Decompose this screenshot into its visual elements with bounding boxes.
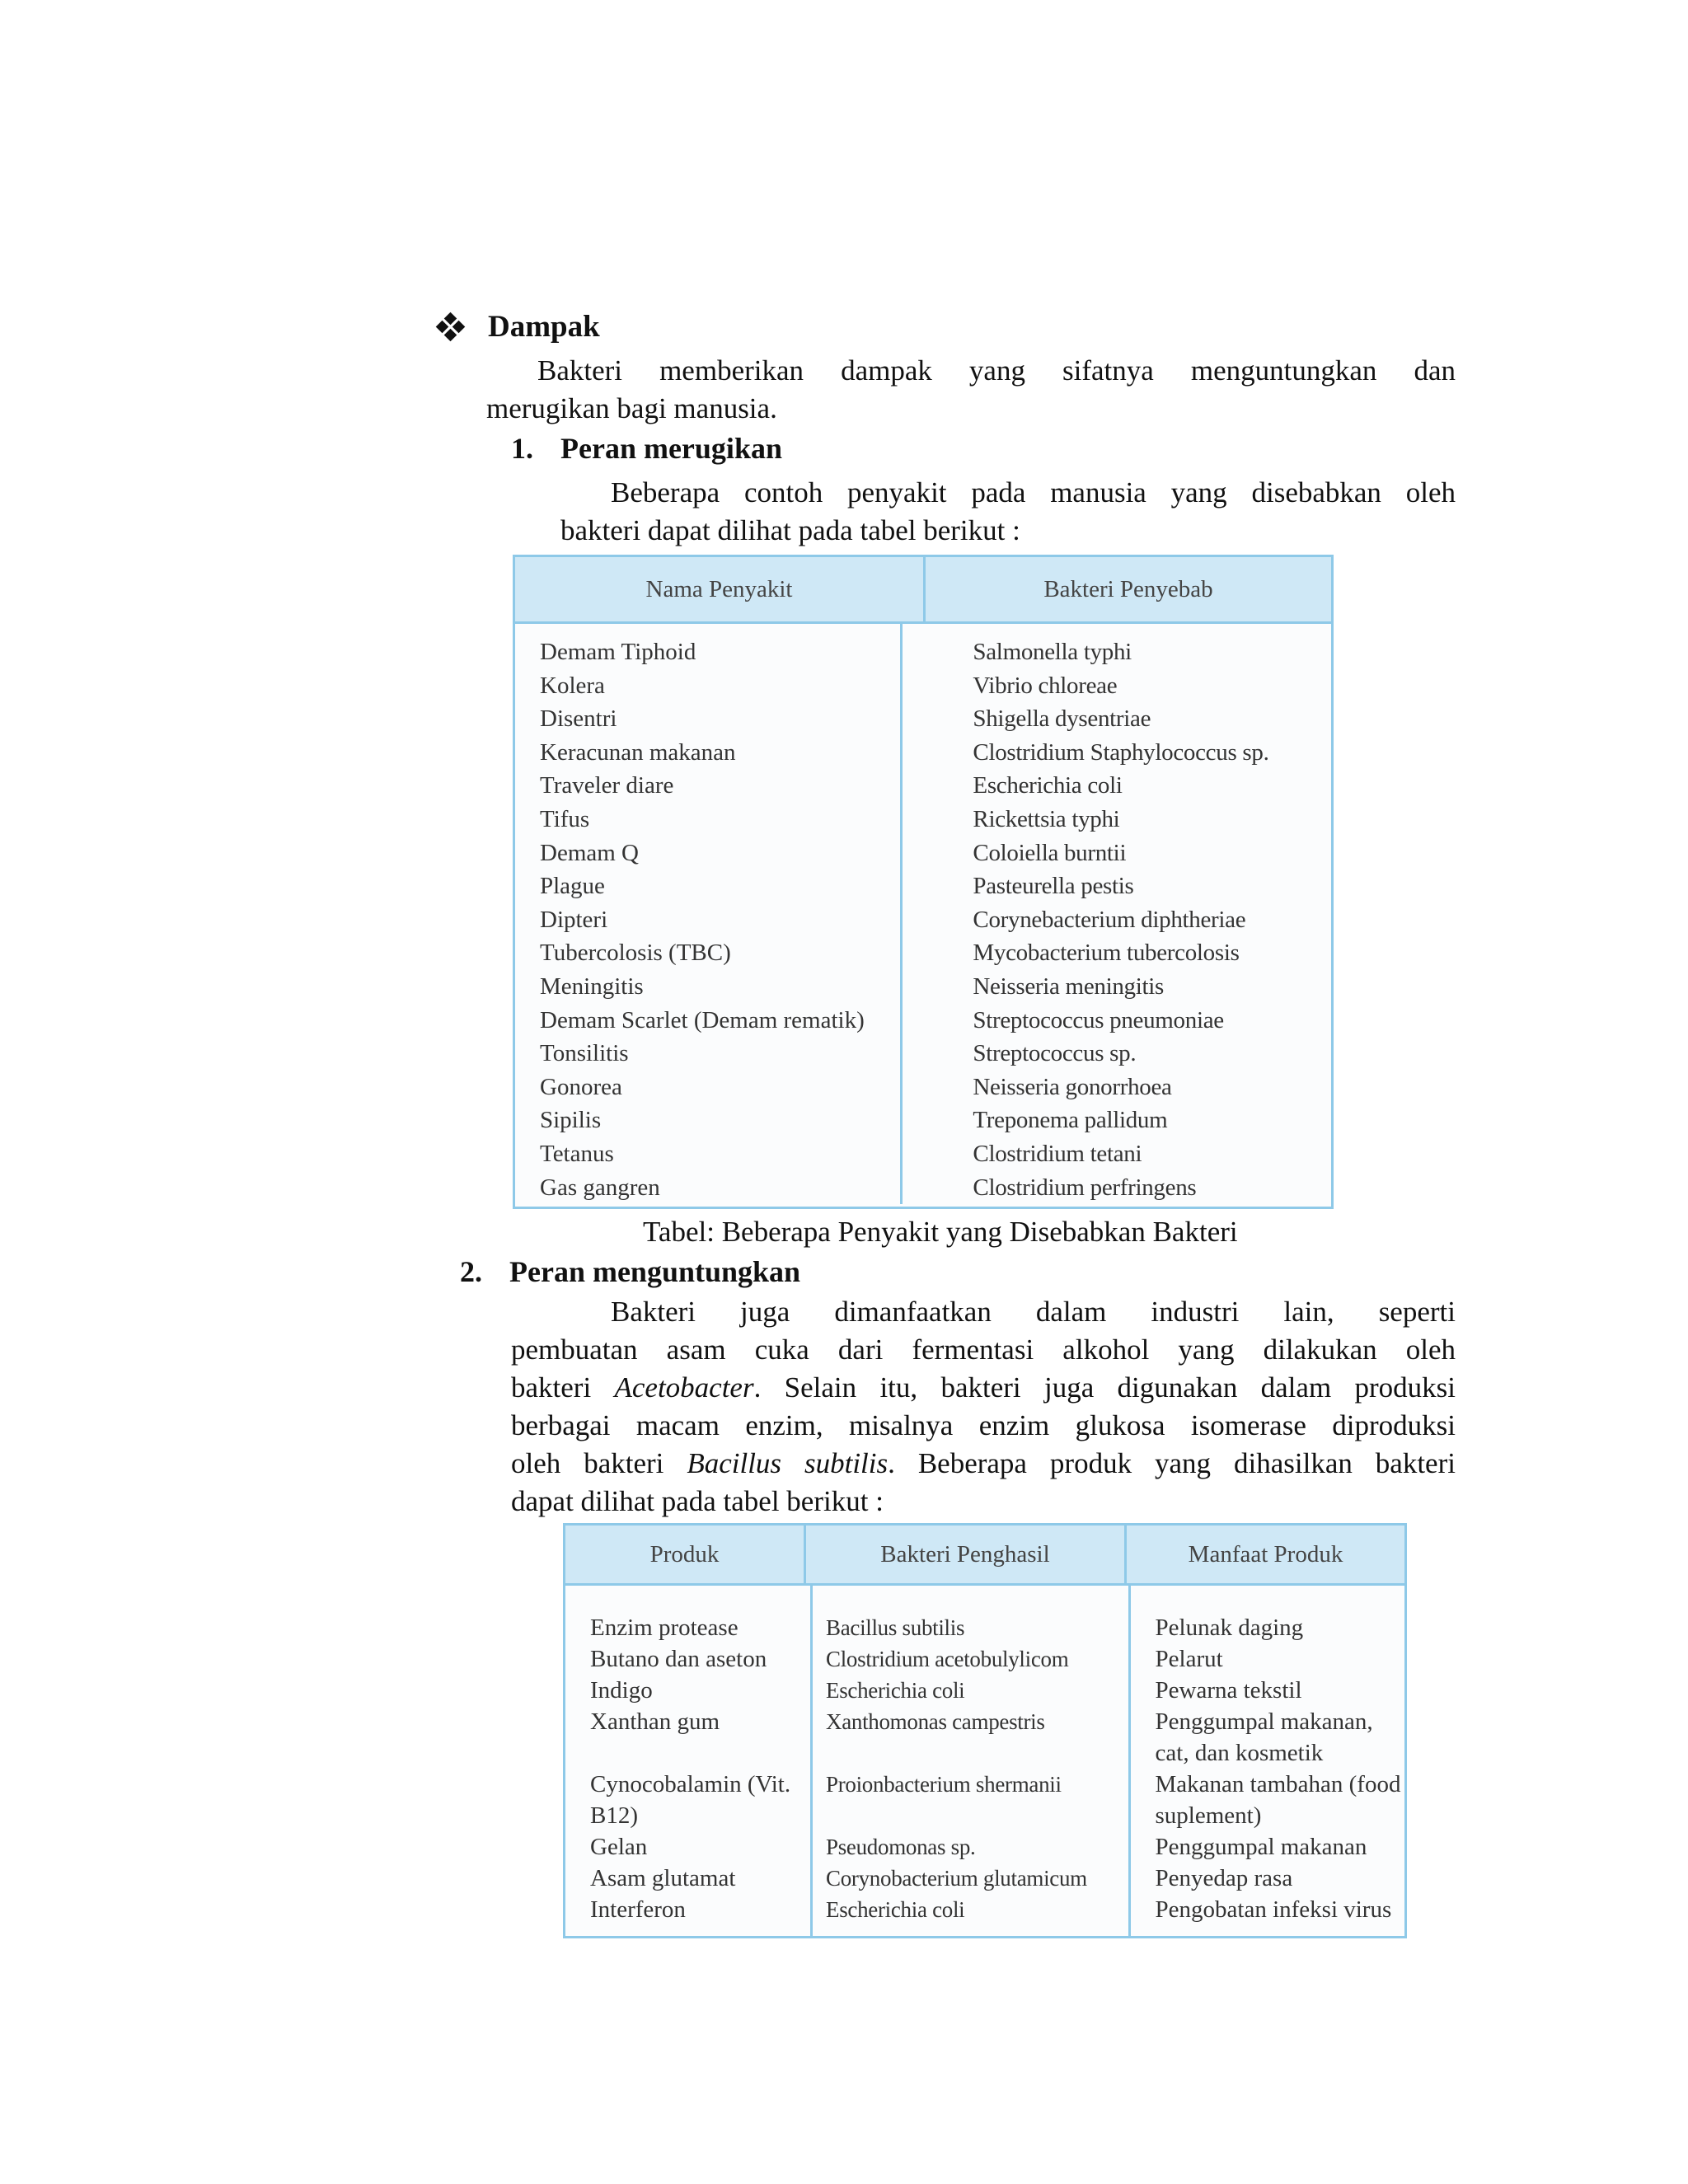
table-cell: Butano dan aseton [590,1646,767,1672]
table-cell: Tifus [540,805,590,832]
table-cell: Kolera [540,672,605,699]
table-cell: Clostridium Staphylococcus sp. [973,738,1269,766]
table-cell: Gonorea [540,1073,622,1100]
disease-name-column [515,624,903,1204]
table-cell: Disentri [540,705,617,733]
table-cell: Tetanus [540,1140,614,1167]
disease-table [513,555,1334,1209]
table-cell: Keracunan makanan [540,738,736,766]
table-cell: Demam Q [540,839,639,866]
intro-line-2: merugikan bagi manusia. [486,392,777,424]
table-cell: Penggumpal makanan [1155,1834,1367,1860]
header-manfaat-produk: Manfaat Produk [1188,1540,1343,1568]
producer-bacteria-column [813,1586,1131,1936]
text-span: . Beberapa produk yang dihasilkan bakteri [888,1447,1456,1479]
header-bakteri-penghasil: Bakteri Penghasil [806,1526,1127,1583]
table-cell: Indigo [590,1677,653,1704]
header-produk: Produk [565,1526,806,1583]
table-cell: Streptococcus sp. [973,1040,1137,1067]
table-cell: Plague [540,873,605,900]
species-name: Bacillus subtilis [687,1447,889,1479]
table-cell: Salmonella typhi [973,639,1132,665]
table-cell: Xanthan gum [590,1708,720,1735]
table-cell: Clostridium perfringens [973,1174,1197,1201]
disease-table-header [515,557,1331,624]
table-cell: Neisseria gonorrhoea [973,1073,1172,1100]
table-cell: Tonsilitis [540,1040,629,1067]
table-cell: Escherichia coli [973,772,1123,799]
table-cell: Xanthomonas campestris [826,1709,1045,1734]
part2-text-line-5 [511,1445,1456,1483]
section-title: Dampak [488,310,600,344]
product-table [563,1523,1407,1938]
bacteria-cause-column [903,624,1331,1204]
table-cell: Vibrio chloreae [973,672,1118,699]
table-cell: Gas gangren [540,1174,660,1201]
part1-heading [511,431,782,466]
part2-text-line-2: pembuatan asam cuka dari fermentasi alkohol yang dilakukan oleh [511,1333,1456,1366]
table-cell: Rickettsia typhi [973,805,1120,832]
table-cell: Makanan tambahan (food suplement) [1155,1771,1401,1829]
product-benefit-column [1131,1586,1404,1936]
table1-caption: Tabel: Beberapa Penyakit yang Disebabkan Bakteri [643,1216,1238,1248]
table-cell: Cynocobalamin (Vit. B12) [590,1771,791,1829]
section-heading [437,309,600,344]
table-cell: Bacillus subtilis [826,1615,965,1640]
table-cell: Traveler diare [540,772,674,799]
table-cell: Treponema pallidum [973,1107,1168,1134]
table-cell: Dipteri [540,906,608,933]
part1-number: 1. [511,432,533,465]
genus-name: Acetobacter [614,1371,754,1404]
part2-text-line-4: berbagai macam enzim, misalnya enzim glukosa isomerase diproduksi [511,1409,1456,1441]
part2-title: Peran menguntungkan [509,1255,801,1288]
table-cell: Pelarut [1155,1646,1223,1672]
product-table-header [565,1526,1404,1586]
table-cell: Corynobacterium glutamicum [826,1866,1087,1891]
table-cell: Interferon [590,1896,686,1923]
table-cell: Demam Tiphoid [540,639,696,665]
table-cell: Mycobacterium tubercolosis [973,940,1240,967]
text-span: oleh bakteri [511,1447,687,1479]
table-cell: Sipilis [540,1107,602,1134]
table-cell: Clostridium acetobulylicom [826,1647,1069,1671]
table-cell: Tubercolosis (TBC) [540,940,731,967]
table-cell: Coloiella burntii [973,839,1127,866]
table-cell: Gelan [590,1834,648,1860]
part1-text-line-1: Beberapa contoh penyakit pada manusia yang disebabkan oleh [611,476,1456,509]
part1-text-line-2: bakteri dapat dilihat pada tabel berikut : [560,514,1020,546]
part2-text-line-3 [511,1369,1456,1407]
text-span: . Selain itu, bakteri juga digunakan dalam produksi [753,1371,1456,1404]
header-bakteri-penyebab: Bakteri Penyebab [1043,575,1213,602]
table-cell: Penyedap rasa [1155,1865,1293,1891]
part2-text-line-1: Bakteri juga dimanfaatkan dalam industri lain, seperti [611,1296,1456,1328]
part2-text-line-6: dapat dilihat pada tabel berikut : [511,1485,884,1517]
table-cell: Demam Scarlet (Demam rematik) [540,1006,865,1033]
table-cell: Meningitis [540,972,644,1000]
part2-heading [460,1254,800,1289]
table-cell: Shigella dysentriae [973,705,1151,733]
part1-title: Peran merugikan [560,432,782,465]
table-cell: Asam glutamat [590,1865,736,1891]
table-cell: Penggumpal makanan, cat, dan kosmetik [1155,1708,1373,1766]
table-cell: Pseudomonas sp. [826,1835,976,1859]
part2-number: 2. [460,1255,482,1288]
table-cell: Pasteurella pestis [973,873,1134,900]
table-cell: Neisseria meningitis [973,972,1164,1000]
table-cell: Escherichia coli [826,1678,965,1703]
diamond-bullet-icon [437,313,465,341]
table-cell: Escherichia coli [826,1897,965,1922]
table-cell: Streptococcus pneumoniae [973,1006,1224,1033]
table-cell: Enzim protease [590,1615,738,1641]
table-cell: Proionbacterium shermanii [826,1772,1062,1797]
header-nama-penyakit: Nama Penyakit [515,557,926,621]
product-column [565,1586,813,1936]
table-cell: Clostridium tetani [973,1140,1142,1167]
table-cell: Pewarna tekstil [1155,1677,1302,1704]
intro-line-1: Bakteri memberikan dampak yang sifatnya menguntungkan dan [537,354,1456,387]
table-cell: Pelunak daging [1155,1615,1304,1641]
table-cell: Pengobatan infeksi virus [1155,1896,1392,1923]
text-span: bakteri [511,1371,615,1404]
table-cell: Corynebacterium diphtheriae [973,906,1246,933]
